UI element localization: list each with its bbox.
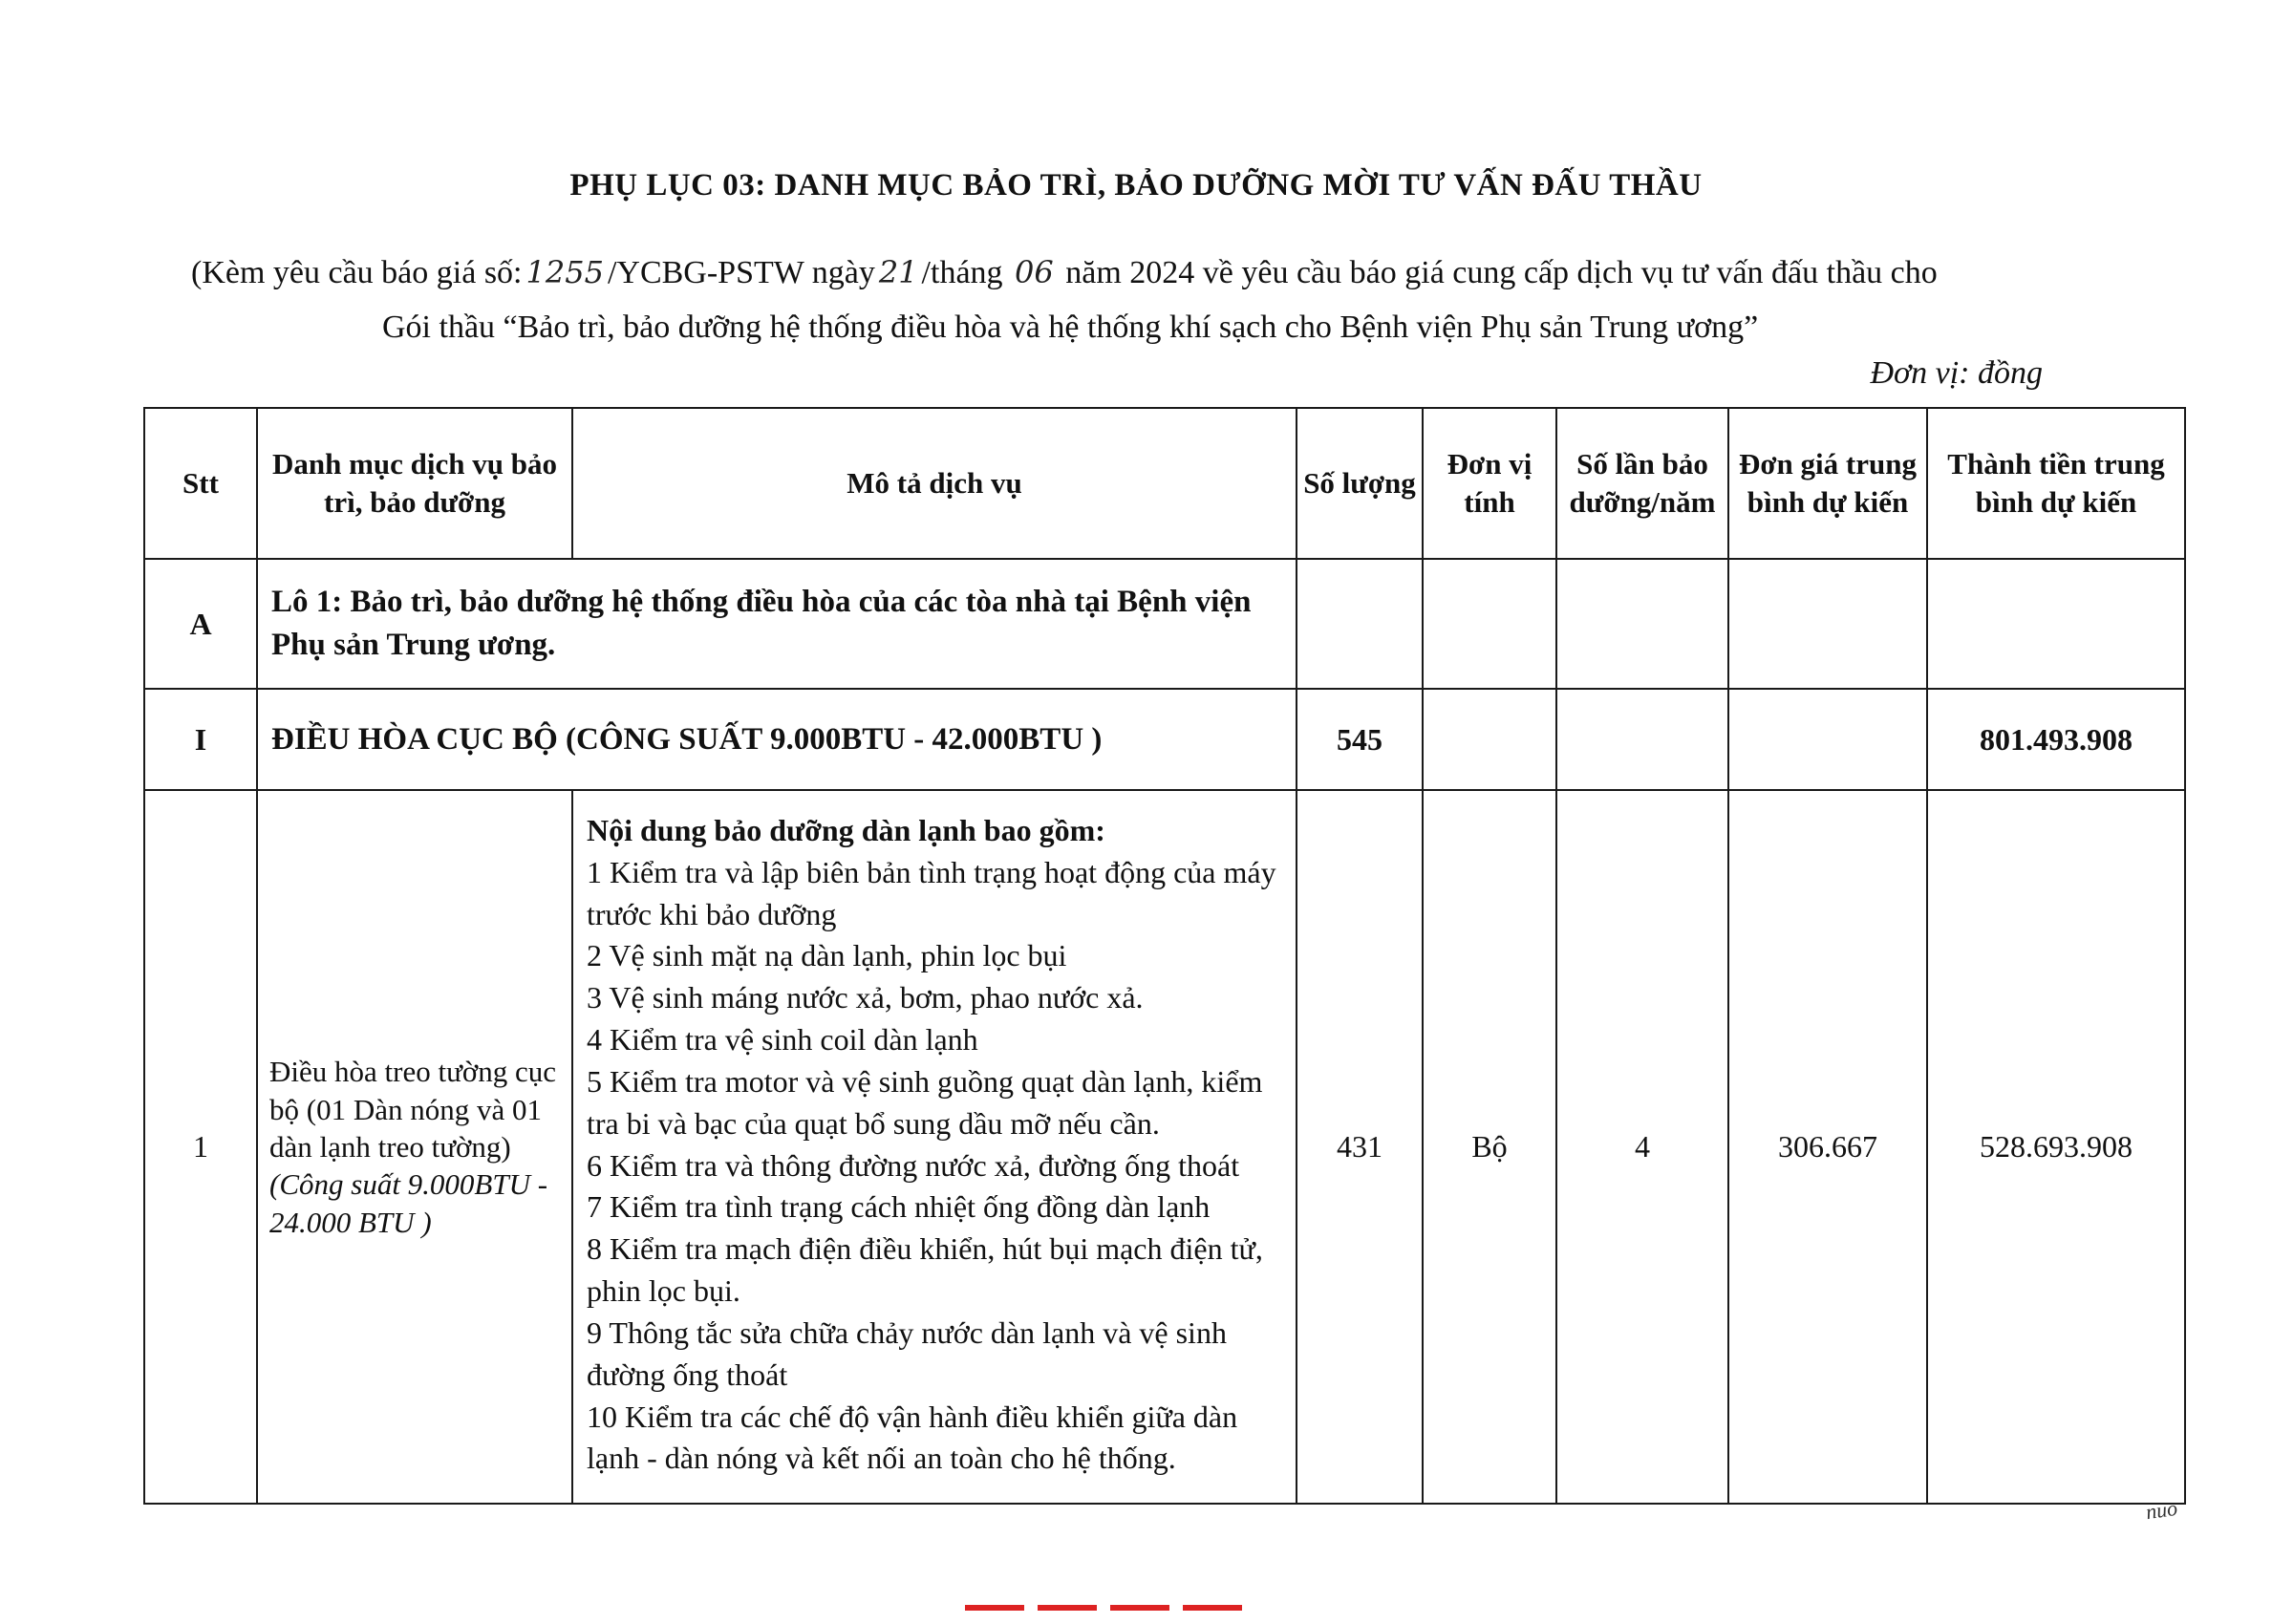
section-i-title: ĐIỀU HÒA CỤC BỘ (CÔNG SUẤT 9.000BTU - 42.000BTU )	[257, 689, 1297, 790]
item1-desc-step: 3 Vệ sinh máng nước xả, bơm, phao nước xả.	[587, 980, 1144, 1015]
section-a-stt: A	[144, 559, 257, 689]
item1-unit-price: 306.667	[1728, 790, 1927, 1504]
item1-desc-step: 6 Kiểm tra và thông đường nước xả, đường ống thoát	[587, 1147, 1240, 1183]
section-i-quantity: 545	[1297, 689, 1423, 790]
red-stamp-fragment	[965, 1605, 1242, 1613]
item1-desc-step: 1 Kiểm tra và lập biên bản tình trạng hoạt động của máy trước khi bảo dưỡng	[587, 854, 1276, 931]
section-a-empty-5	[1927, 559, 2185, 689]
stamp-mark	[965, 1605, 1024, 1611]
section-i-empty-3	[1728, 689, 1927, 790]
item1-description	[572, 790, 1297, 1504]
handwritten-month: 06	[1015, 254, 1054, 290]
item1-unit: Bộ	[1423, 790, 1556, 1504]
section-a-empty-3	[1556, 559, 1728, 689]
subtitle-line1	[191, 254, 1938, 291]
item1-desc-step: 8 Kiểm tra mạch điện điều khiển, hút bụi mạch điện tử, phin lọc bụi.	[587, 1231, 1263, 1309]
section-i-total: 801.493.908	[1927, 689, 2185, 790]
header-unit: Đơn vị tính	[1423, 408, 1556, 559]
table-header-row	[144, 408, 2185, 559]
section-a-empty-2	[1423, 559, 1556, 689]
stamp-mark	[1183, 1605, 1242, 1611]
table-row-section-a	[144, 559, 2185, 689]
header-total: Thành tiền trung bình dự kiến	[1927, 408, 2185, 559]
item1-desc-step: 4 Kiểm tra vệ sinh coil dàn lạnh	[587, 1022, 978, 1058]
currency-unit: Đơn vị: đồng	[1870, 355, 2043, 391]
item1-desc-step: 7 Kiểm tra tình trạng cách nhiệt ống đồng dàn lạnh	[587, 1189, 1211, 1225]
table-row-item-1	[144, 790, 2185, 1504]
item1-category-capacity: (Công suất 9.000BTU - 24.000 BTU )	[269, 1167, 548, 1239]
item1-times: 4	[1556, 790, 1728, 1504]
item1-desc-title: Nội dung bảo dưỡng dàn lạnh bao gồm:	[587, 813, 1105, 847]
item1-desc-step: 9 Thông tắc sửa chữa chảy nước dàn lạnh và vệ sinh đường ống thoát	[587, 1314, 1227, 1392]
section-a-empty-1	[1297, 559, 1423, 689]
handwritten-initials: nuo	[2144, 1495, 2179, 1525]
handwritten-doc-number: 1255	[525, 254, 604, 290]
stamp-mark	[1110, 1605, 1169, 1611]
item1-desc-step: 10 Kiểm tra các chế độ vận hành điều khiển giữa dàn lạnh - dàn nóng và kết nối an toàn cho hệ thống.	[587, 1399, 1238, 1476]
header-description: Mô tả dịch vụ	[572, 408, 1297, 559]
subtitle-line2: Gói thầu “Bảo trì, bảo dưỡng hệ thống điều hòa và hệ thống khí sạch cho Bệnh viện Phụ sản Trung ương”	[382, 310, 1759, 345]
item1-category-main: Điều hòa treo tường cục bộ (01 Dàn nóng và 01 dàn lạnh treo tường)	[269, 1055, 557, 1164]
header-times: Số lần bảo dưỡng/năm	[1556, 408, 1728, 559]
subtitle-part1: (Kèm yêu cầu báo giá số:	[191, 255, 523, 290]
stamp-mark	[1038, 1605, 1097, 1611]
header-category: Danh mục dịch vụ bảo trì, bảo dưỡng	[257, 408, 572, 559]
item1-stt: 1	[144, 790, 257, 1504]
item1-desc-step: 2 Vệ sinh mặt nạ dàn lạnh, phin lọc bụi	[587, 938, 1067, 973]
section-a-title: Lô 1: Bảo trì, bảo dưỡng hệ thống điều hòa của các tòa nhà tại Bệnh viện Phụ sản Trung ương.	[257, 559, 1297, 689]
subtitle-part3: /tháng	[921, 255, 1003, 290]
table-row-section-i	[144, 689, 2185, 790]
handwritten-day: 21	[878, 254, 918, 290]
section-i-empty-2	[1556, 689, 1728, 790]
section-a-empty-4	[1728, 559, 1927, 689]
page-title: PHỤ LỤC 03: DANH MỤC BẢO TRÌ, BẢO DƯỠNG MỜI TƯ VẤN ĐẤU THẦU	[569, 168, 1703, 203]
subtitle-part4: năm 2024 về yêu cầu báo giá cung cấp dịch vụ tư vấn đấu thầu cho	[1065, 255, 1938, 290]
item1-quantity: 431	[1297, 790, 1423, 1504]
section-i-empty-1	[1423, 689, 1556, 790]
header-stt: Stt	[144, 408, 257, 559]
item1-category	[257, 790, 572, 1504]
header-unit-price: Đơn giá trung bình dự kiến	[1728, 408, 1927, 559]
item1-total: 528.693.908	[1927, 790, 2185, 1504]
section-i-stt: I	[144, 689, 257, 790]
service-table	[143, 407, 2186, 1505]
header-quantity: Số lượng	[1297, 408, 1423, 559]
item1-desc-step: 5 Kiểm tra motor và vệ sinh guồng quạt dàn lạnh, kiểm tra bi và bạc của quạt bổ sung dầu mỡ nếu cần.	[587, 1063, 1263, 1141]
subtitle-part2: /YCBG-PSTW ngày	[607, 255, 875, 290]
